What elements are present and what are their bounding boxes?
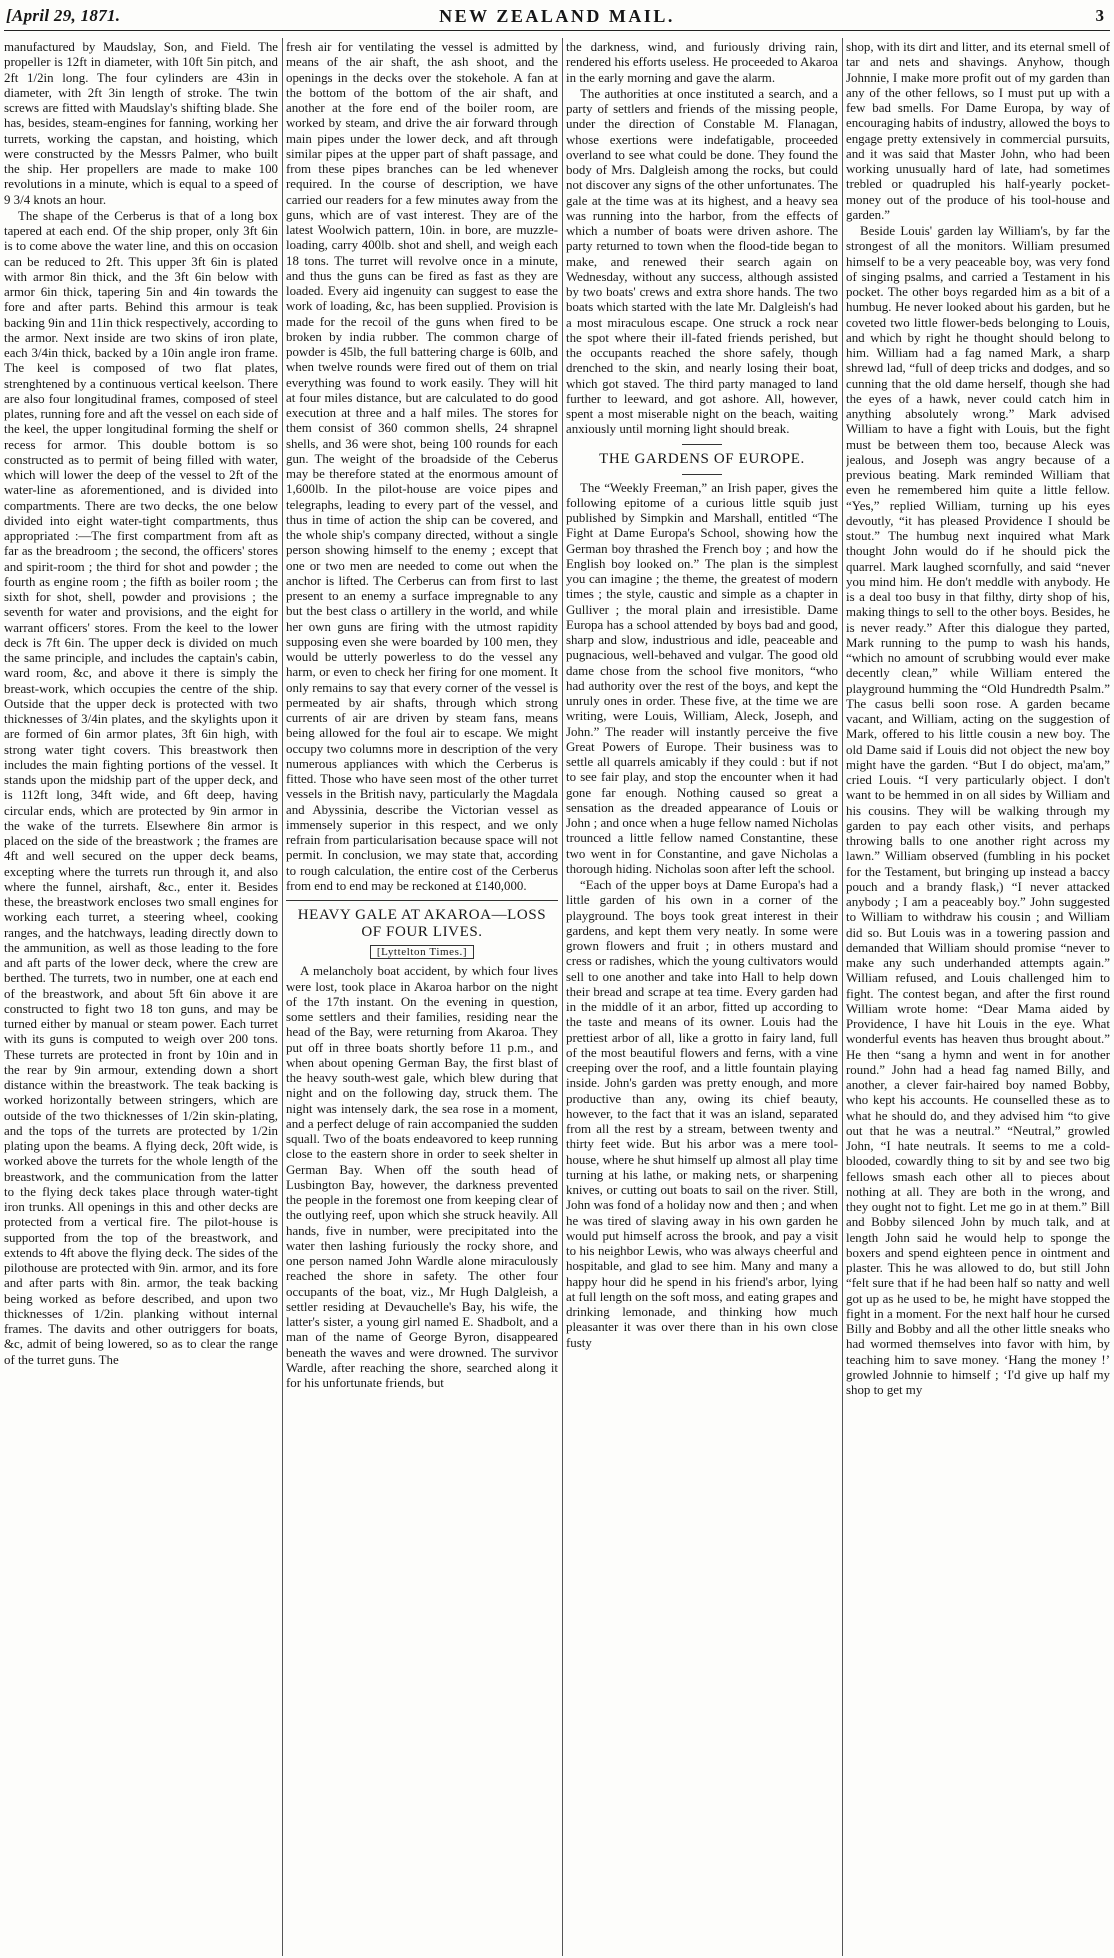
- newspaper-title: NEW ZEALAND MAIL.: [439, 6, 675, 26]
- page-header: [6, 6, 1108, 28]
- article-paragraph: the darkness, wind, and furiously driving rain, rendered his efforts useless. He proceeded to Akaroa in the early morning and gave the alarm.: [566, 40, 838, 85]
- issue-date: [April 29, 1871.: [6, 6, 121, 25]
- column-divider: [282, 38, 283, 1956]
- article-source-label: [Lyttelton Times.]: [370, 945, 474, 959]
- section-rule: [682, 444, 722, 445]
- column-divider: [842, 38, 843, 1956]
- gardens-article-title: THE GARDENS OF EUROPE.: [599, 450, 805, 467]
- article-paragraph: manufactured by Maudslay, Son, and Field. The propeller is 12ft in diameter, with 10ft 5in pitch, and 2ft 1/2in long. The four cylinders are 43in in diameter, with 2ft 3in length of stroke. The twin screws are fitted with Maudslay's shifting blade. She has, besides, steam-engines for fanning, working her turrets, working the capstan, and hoisting, which were constructed by the Messrs Palmer, who built the ship. Her propellers are made to make 100 revolutions in a minute, which is equal to a speed of 9 3/4 knots an hour.: [4, 40, 278, 207]
- column-divider: [562, 38, 563, 1956]
- article-paragraph: Beside Louis' garden lay William's, by far the strongest of all the monitors. William presumed himself to be a very peaceable boy, was very fond of singing psalms, and carried a Testament in his pocket. The other boys regarded him as a bit of a humbug. He never looked about his garden, but he coveted two little flower-beds belonging to Louis, and which by right he thought should belong to him. William had a fag named Mark, a sharp shrewd lad, “full of deep tricks and dodges, and so cunning that the old dame herself, though she had the eyes of a hawk, never could catch him in anything absolutely wrong.” Mark advised William to have a fight with Louis, but the fight must be between them too, because Aleck was jealous, and Joseph was angry because of a previous beating. Mark reminded William that even he remembered him quite a little fellow. “Yes,” replied William, turning up his eyes devoutly, “it has pleased Providence I should be stout.” The humbug next inquired what Mark thought John would do if he should pick the quarrel. Mark laughed scornfully, and said “never you mind him. He don't meddle with anybody. He is a deal too busy in that filthy, dirty shop of his, making things to sell to the other boys. Besides, he is never ready.” After this dialogue they parted, Mark running to the pump to wash his hands, “which no amount of scrubbing would ever make decently clean,” while William entered the playground humming the “Old Hundredth Psalm.” The casus belli soon rose. A garden became vacant, and William, acting on the suggestion of Mark, offered to his little cousin a new boy. The old Dame said if Louis did not object the new boy might have the garden. “But I do object, ma'am,” cried Louis. “I very particularly object. I don't want to be hemmed in on all sides by William and his cousins. They will be walking through my garden to pay each other visits, and perhaps throwing balls to one another right across my lawn.” William observed (fumbling in his pocket for the Testament, but bringing up instead a baccy pouch and a brandy flask,) “I never attacked anybody ; I am a peaceably boy.” John suggested to William to withdraw his cousin ; and William did so. But Louis was in a towering passion and demanded that William should promise “never to make any such underhanded attempts again.” William refused, and Louis challenged him to fight. The contest began, and after the first round William wrote home: “Dear Mama aided by Providence, I have hit Louis in the eye. What wonderful events has heaven thus brought about.” He then “sang a hymn and went in for another round.” John had a head fag named Billy, and another, a clever fair-haired boy named Bobby, who kept his accounts. He counselled these as to what he should do, and they advised him “to give out that he was a neutral.” “Neutral,” growled John, “I hate neutrals. It seems to me a cold-blooded, cowardly thing to sit by and see two big fellows smash each other all to pieces about nothing at all. They are both in the wrong, and they ought not to fight. Let me go in at them.” Bill and Bobby silenced John by much talk, and at length John said he would help to sponge the boxers and spend eighteen pence in ointment and plaster. This he was allowed to do, but still John “felt sure that if he had been half so natty and well got up as he used to be, he might have stopped the fight in a moment. For the next half hour he cursed Billy and Bobby and all the other little sneaks who had wormed themselves into favor with him, by teaching him to save money. ‘Hang the money !’ growled Johnnie to himself ; ‘I'd give up half my shop to get my: [846, 224, 1110, 1397]
- column-1: [4, 40, 278, 1955]
- article-paragraph: fresh air for ventilating the vessel is admitted by means of the air shaft, the ash shoot, and the openings in the decks over the stokehole. A fan at the bottom of the bottom of the air shaft, and another at the fore end of the boiler room, are worked by steam, and drive the air forward through main pipes under the lower deck, and aft through similar pipes at the upper part of shaft passage, and from these pipes branches can be led whenever required. In the course of description, we have carried our readers for a few minutes away from the guns, which are of vast interest. They are of the latest Woolwich pattern, 10in. in bore, are muzzle-loading, carry 400lb. shot and shell, and weigh each 18 tons. The turret will revolve once in a minute, and thus the guns can be fired as fast as they are loaded. Every aid ingenuity can suggest to ease the work of loading, &c, has been supplied. Provision is made for the recoil of the guns when fired to be broken by india rubber. The common charge of powder is 45lb, the full battering charge is 60lb, and when twelve rounds were fired out of them on trial everything was found to work easily. They will hit at four miles distance, but are calculated to do good execution at three and a half miles. The stores for them consist of 360 common shells, 24 shrapnel shells, and 36 were shot, being 100 rounds for each gun. The weight of the broadside of the Ceberus may be therefore stated at the enormous amount of 1,600lb. In the pilot-house are voice pipes and telegraphs, leading to every part of the vessel, and thus in time of action the ship can be covered, and the whole ship's company directed, without a single person showing himself to the enemy ; except that one or two men are needed to come out when the anchor is lifted. The Cerberus can from first to last present to an enemy a surface impregnable to any but the best class o artillery in the world, and while her own guns are firing with the utmost rapidity supposing even she were boarded by 100 men, they would be utterly powerless to do the vessel any harm, or even to check her firing for one moment. It only remains to say that every corner of the vessel is permeated by air shafts, through which strong currents of air are driven by steam fans, means being allowed for the foul air to escape. We might occupy two columns more in description of the very numerous appliances with which the Cerberus is fitted. Those who have seen most of the other turret vessels in the British navy, particularly the Magdala and Abyssinia, describe the Victorian vessel as immensely superior in this respect, and we only refrain from particularisation because space will not permit. In conclusion, we may state that, according to rough calculation, the entire cost of the Cerberus from end to end may be reckoned at £140,000.: [286, 40, 558, 893]
- gale-article-title: HEAVY GALE AT AKAROA—LOSS OF FOUR LIVES.: [297, 907, 547, 940]
- article-paragraph: A melancholy boat accident, by which four lives were lost, took place in Akaroa harbor on the night of the 17th instant. On the evening in question, some settlers and their families, residing near the head of the Bay, were returning from Akaroa. They put off in three boats shortly before 11 p.m., and when about opening German Bay, the first blast of the heavy south-west gale, which blew during that night and on the following day, struck them. The night was intensely dark, the sea rose in a moment, and a perfect deluge of rain accompanied the sudden squall. Two of the boats endeavored to keep running close to the eastern shore in order to seek shelter in German Bay. When off the south head of Lusbington Bay, however, the darkness prevented the people in the foremost one from keeping clear of the outlying reef, upon which she struck heavily. All hands, five in number, were precipitated into the water then lashing furiously the rocky shore, and one person named John Wardle alone miraculously reached the shore in safety. The other four occupants of the boat, viz., Mr Hugh Dalgleish, a settler residing at Devauchelle's Bay, his wife, the latter's sister, a young girl named E. Shadbolt, and a man of the name of George Byron, disappeared beneath the waves and were drowned. The survivor Wardle, after reaching the shore, searched along it for his unfortunate friends, but: [286, 964, 558, 1390]
- article-source: [286, 945, 558, 960]
- page-number: 3: [1095, 6, 1104, 25]
- article-paragraph: shop, with its dirt and litter, and its eternal smell of tar and nets and shavings. Anyhow, though Johnnie, I make more profit out of my garden than any of the other fellows, so I must put up with a few bad smells. For Dame Europa, by way of encouraging habits of industry, allowed the boys to engage pretty extensively in commercial pursuits, and it was said that Master John, who had been working unusually hard of late, had sometimes trebled or quadrupled his half-yearly pocket-money out of the produce of his tool-house and garden.”: [846, 40, 1110, 222]
- section-rule: [286, 900, 558, 901]
- column-3: [566, 40, 838, 1955]
- section-rule: [682, 474, 722, 475]
- column-2: [286, 40, 558, 1955]
- article-paragraph: The shape of the Cerberus is that of a long box tapered at each end. Of the ship proper, only 3ft 6in is to come above the water line, and this on occasion can be reduced to 2ft. This upper 3ft 6in is plated with armor 8in thick, and the 3ft 6in below with armor 6in thick, tapering 5in and 4in towards the fore and after parts. Behind this armour is teak backing 9in and 11in thick respectively, according to the armor. Next inside are two skins of iron plate, each 3/4in thick, backed by a 10in angle iron frame. The keel is composed of two flat plates, strenghtened by a continuous vertical keelson. There are also four longitudinal frames, composed of steel plates, running fore and aft the vessel on each side of the keel, the upper longitudinal forming the shelf or recess for armor. This double bottom is so constructed as to permit of being filled with water, which will lower the deep of the vessel to 2ft of the water-line as aforementioned, and is divided into compartments. There are two decks, the one below divided into eight water-tight compartments, thus appropriated :—The first compartment from aft as far as the breadroom ; the second, the officers' stores and spirit-room ; the third for shot and powder ; the fourth as engine room ; the fifth as boiler room ; the sixth for shot, shell, powder and provisions ; the seventh for water and provisions, and the eight for warrant officers' stores. From the keel to the lower deck is 7ft 6in. The upper deck is divided on much the same principle, and includes the captain's cabin, ward room, &c, and above it there is simply the breast-work, which occupies the centre of the ship. Outside that the upper deck is protected with two thicknesses of 3/4in plates, and the skylights upon it are formed of 6in armor plates, 3ft 6in high, with strong water tight covers. This breastwork then includes the main fighting portions of the vessel. It stands upon the midship part of the upper deck, and is 112ft long, 34ft wide, and 6ft deep, having circular ends, which are protected by 9in armor in the wake of the turrets. Elsewhere 8in armor is placed on the side of the breastwork ; the frames are 4ft and well secured on the upper deck beams, excepting where the turrets run through it, and also where the funnel, airshaft, &c., enter it. Besides these, the breastwork encloses two small engines for working each turret, a steering wheel, cooking ranges, and the hatchways, leading directly down to the ammunition, as well as those leading to the fore and aft parts of the lower deck, where the crew are berthed. The turrets, two in number, one at each end of the breastwork, and about 5ft 6in above it are constructed to fight two 18 ton guns, and may be turned either by manual or steam power. Each turret with its guns is computed to weigh over 200 tons. These turrets are protected in front by 10in and in the rear by 9in armour, extending down a short distance within the breastwork. The teak backing is worked horizontally between stringers, which are outside of the two thicknesses of 1/2in skin-plating, and the tops of the turrets are protected by 1/2in plating upon the beams. A flying deck, 20ft wide, is worked above the turrets for the whole length of the breastwork, and the communication from the latter to the flying deck takes place through water-tight iron trunks. All openings in this and other decks are protected from a vertical fire. The pilot-house is supported from the top of the breastwork, and extends to 4ft above the flying deck. The sides of the pilothouse are protected with 9in. armor, and its fore and after parts with 8in. armor, the teak backing being worked as before described, and upon two thicknesses of 1/2in. planking without internal frames. The davits and other outriggers for boats, &c, admit of being lowered, so as to clear the range of the turret guns. The: [4, 208, 278, 1367]
- column-4: [846, 40, 1110, 1955]
- article-paragraph: The “Weekly Freeman,” an Irish paper, gives the following epitome of a curious little squib just published by Simpkin and Marshall, entitled “The Fight at Dame Europa's School, showing how the German boy thrashed the French boy ; and how the English boy looked on.” The plan is the simplest you can imagine ; the theme, the greatest of modern times ; the style, caustic and simple as a chapter in Gulliver ; the moral plain and irresistible. Dame Europa has a school attended by boys bad and good, sharp and slow, industrious and idle, peaceable and pugnacious, well-behaved and vulgar. The good old dame chose from the school five monitors, “who had authority over the rest of the boys, and kept the unruly ones in order. These five, at the time we are writing, were Louis, William, Aleck, Joseph, and John.” The reader will instantly perceive the five Great Powers of Europe. Their business was to settle all quarrels amicably if they could : but if not to see fair play, and stop the encounter when it had gone far enough. Nothing caused so great a sensation as the dreaded appearance of Louis or John ; and once when a huge fellow named Nicholas trounced a little fellow named Constantine, these two went in for Constantine, and gave Nicholas a thorough hiding. Nicholas soon after left the school.: [566, 480, 838, 876]
- article-paragraph: The authorities at once instituted a search, and a party of settlers and friends of the missing people, under the direction of Constable M. Flanagan, whose exertions were indefatigable, proceeded overland to see what could be done. They found the body of Mrs. Dalgleish among the rocks, but could not discover any signs of the other unfortunates. The gale at the time was at its highest, and a heavy sea was running into the harbor, from the effects of which a number of boats were driven ashore. The party returned to town when the flood-tide began to make, and renewed their search again on Wednesday, without any success, although assisted by two boats' crews and extra shore hands. The two boats which started with the late Mr. Dalgleish's had a most miraculous escape. One struck a rock near the spot where their ill-fated friends perished, but the occupants reached the shore safely, though drenched to the skin, and nearly losing their boat, which got staved. The third party managed to land further to leeward, and got ashore. All, however, spent a most miserable night on the beach, waiting anxiously until morning light should break.: [566, 86, 838, 437]
- header-rule: [4, 30, 1110, 31]
- article-paragraph: “Each of the upper boys at Dame Europa's had a little garden of his own in a corner of the playground. The boys took great interest in their gardens, and kept them very neatly. In some were grown flowers and fruit ; in others mustard and cress or radishes, which the young cultivators would sell to one another and take into Hall to help down their bread and scrape at tea time. Every garden had in the middle of it an arbor, fitted up according to the taste and means of its owner. Louis had the prettiest arbor of all, like a grotto in fairy land, full of the most beautiful flowers and ferns, with a vine creeping over the roof, and a little fountain playing inside. John's garden was pretty enough, and more productive than any, owing its chief beauty, however, to the fact that it was an island, separated from all the rest by a stream, between twenty and thirty feet wide. But his arbor was a mere tool-house, where he shut himself up almost all play time turning at his lathe, or making nets, or sharpening knives, or cutting out boats to sail on the river. Still, John was fond of a holiday now and then ; and when he was tired of slaving away in his own garden he would put himself across the brook, and pay a visit to his neighbor Lewis, who was always cheerful and hospitable, and glad to see him. Many and many a happy hour did he spend in his friend's arbor, lying at full length on the soft moss, and eating grapes and drinking lemonade, and thinking how much pleasanter it was over there than in his own close fusty: [566, 878, 838, 1350]
